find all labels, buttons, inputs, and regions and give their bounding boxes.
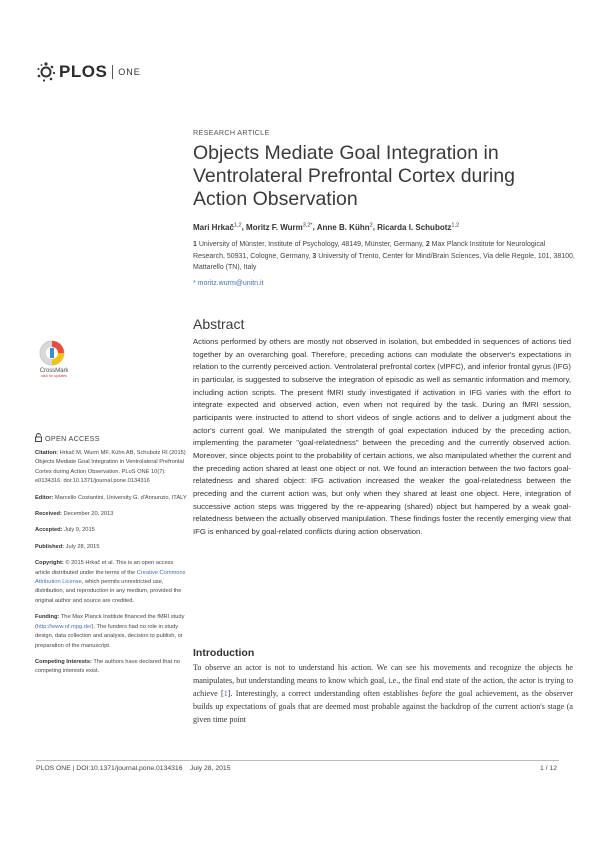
citation-block: Citation: Hrkač M, Wurm MF, Kühn AB, Schubotz RI (2015) Objects Mediate Goal Integration in Ventrolateral Prefrontal Cortex during Action Observation. PLoS ONE 10(7): e0134316. doi:10.1371/journal.pone.0134316 [35,450,186,485]
affiliations: 1 University of Münster, Institute of Psychology, 48149, Münster, Germany, 2 Max Planck Institute for Neurological Research, 50931, Cologne, Germany, 3 University of Trento, Center for Mind/Brain Sciences, Via delle Regole, 101, 38100, Mattarello (TN), Italy [193,241,575,271]
copyright-block: Copyright: © 2015 Hrkač et al. This is an open access article distributed under the terms of the Creative Commons Attribution License, which permits unrestricted use, distribution, and reproduction in any medium, provided the original author and source are credited. [35,560,186,604]
reference-link[interactable]: 1 [223,688,228,698]
plos-one-logo [36,62,141,82]
open-lock-icon [35,433,42,444]
article-metadata-sidebar [35,449,187,684]
footer-divider [36,760,559,761]
footer-citation: PLOS ONE | DOI:10.1371/journal.pone.0134316 July 28, 2015 [36,765,231,772]
author-1[interactable]: Mari Hrkač$^{1,2}$ [193,222,242,232]
plos-mark-icon [36,62,56,82]
author-3[interactable]: Anne B. Kühn$^2$ [316,222,373,232]
crossmark-label: CrossMark [39,367,69,374]
corresponding-email[interactable]: * moritz.wurm@unitn.it [193,280,264,287]
competing-interests-block: Competing Interests: The authors have declared that no competing interests exist. [35,658,181,675]
introduction-text: To observe an actor is not to understand his action. We can see his movements and recognize the objects he manipulates, but understanding means to know which goal, i.e., the final end state of the action, the actor is trying to achieve [1]. Interestingly, a correct understanding often establishes before the goal achievement, as the observer builds up expectations of goals that are deemed most probable against the backdrop of the current action's stage (a given time point [193,663,573,724]
introduction-heading: Introduction [193,647,255,659]
crossmark-icon [39,340,65,366]
page-number: 1 / 12 [540,765,558,772]
funding-block: Funding: The Max Planck Institute financed the fMRI study (http://www.nf.mpg.de/). The funders had no role in study design, data collection and analysis, decision to publish, or preparation of the manuscript. [35,614,185,649]
editor-block: Editor: Marcello Costantini, University G. d'Annunzio, ITALY [35,494,187,501]
accepted-block: Accepted: July 9, 2015 [35,527,95,534]
journal-name: ONE [118,67,141,77]
author-2[interactable]: Moritz F. Wurm$^{3,2*}$ [246,222,313,232]
author-list: Mari Hrkač$^{1,2}$, Moritz F. Wurm$^{3,2*}$, Anne B. Kühn$^2$, Ricarda I. Schubotz$^{1,2}$ [193,222,460,232]
abstract-text: Actions performed by others are mostly not observed in isolation, but embedded in sequences of actions tied together by an overarching goal. Therefore, preceding actions can modulate the observer's expectations in relation to the currently perceived action. Ventrolateral prefrontal cortex (vlPFC), and inferior frontal gyrus (IFG) in particular, is suggested to subserve the integration of episodic as well as semantic information and memory, including action scripts. The present fMRI study investigated if activation in IFG varies with the effort to integrate expected and observed action, even when not required by the task. During an fMRI session, participants were instructed to attend to short videos of single actions and to deliver a judgment about the actor's current goal. We manipulated the strength of goal expectation induced by the preceding action, implementing the parameter "goal-relatedness" between the preceding and the currently observed action. Moreover, since objects point to the probability of certain actions, we also manipulated whether the current and the preceding action shared at least one object or not. We found an interaction between the two factors goal-relatedness and shared object: IFG activation increased the weaker the goal-relatedness between the preceding and the current action was, but only when they shared at least one object. Here, integration of successive action steps was triggered by the re-appearing (shared) object but hampered by a weak goal-relatedness between the actually observed manipulation. These findings foster the recently emerging view that IFG is enhanced by goal-related conflicts during action observation. [193,337,571,536]
license-link[interactable]: Creative Commons Attribution License [35,569,186,586]
abstract-heading: Abstract [193,316,245,332]
funder-link[interactable]: http://www.nf.mpg.de/ [36,623,92,630]
article-title: Objects Mediate Goal Integration in Ventrolateral Prefrontal Cortex during Action Observation [193,142,515,210]
article-type: RESEARCH ARTICLE [193,128,270,137]
published-block: Published: July 28, 2015 [35,543,100,550]
logo-word: PLOS [59,62,108,81]
crossmark-badge[interactable] [34,340,74,378]
logo-divider [112,65,113,79]
crossmark-sub: click for updates [41,374,67,378]
open-access-label: OPEN ACCESS [35,433,100,444]
author-4[interactable]: Ricarda I. Schubotz$^{1,2}$ [377,222,460,232]
received-block: Received: December 20, 2013 [35,511,114,518]
